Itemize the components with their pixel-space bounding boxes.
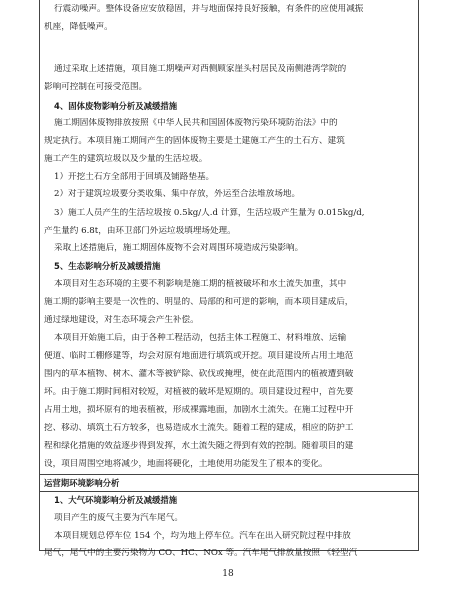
table-row-divider [40,491,418,492]
text-line: 程和绿化措施的效益逐步得到发挥，水土流失随之得到有效的控制。随着项目的建 [44,441,354,451]
text-line: 施工期的影响主要是一次性的、明显的、局部的和可逆的影响，而本项目建成后， [44,297,354,307]
text-line: 本项目规划总停车位 154 个，均为地上停车位。汽车在出入研究院过程中排放 [54,531,351,541]
text-line: 产生量约 6.8t，由环卫部门外运垃圾填埋场处理。 [44,226,236,236]
text-line: 便道、临时工棚修建等，均会对原有地面进行填筑或开挖。项目建设所占用土地范 [44,351,354,361]
document-table-frame [39,0,419,558]
text-line: 3）施工人员产生的生活垃圾按 0.5kg/人.d 计算，生活垃圾产生量为 0.015kg/d, [54,208,365,218]
section-heading: 1、大气环境影响分析及减缓措施 [54,495,178,505]
text-line: 行震动噪声。整体设备应安放稳固，并与地面保持良好接触，有条件的应使用减振 [54,4,364,14]
text-line: 2）对于建筑垃圾要分类收集、集中存放，外运至合法堆放场地。 [54,189,301,199]
section-heading: 运营期环境影响分析 [44,478,120,488]
text-line: 机座，降低噪声。 [44,22,113,32]
text-line: 本项目对生态环境的主要不利影响是施工期的植被破坏和水土流失加重，其中 [54,279,347,289]
text-line: 施工期固体废物排放按照《中华人民共和国固体废物污染环境防治法》中的 [54,118,338,128]
text-line: 规定执行。本项目施工期间产生的固体废物主要是土建施工产生的土石方、建筑 [44,136,345,146]
text-line: 设，项目周围空地将减少，地面将硬化，土地使用功能发生了根本的变化。 [44,459,328,469]
text-line: 挖、移动、填筑土石方较多，也易造成水土流失。随着工程的建成，相应的防护工 [44,423,354,433]
text-line: 通过绿地建设，对生态环境会产生补偿。 [44,315,199,325]
text-line: 本项目开始施工后，由于各种工程活动，包括主体工程施工、材料堆放、运输 [54,333,347,343]
section-heading: 4、固体废物影响分析及减缓措施 [54,101,178,111]
text-line: 坏。由于施工期时间相对较短，对植被的破坏是短期的。项目建设过程中，首先要 [44,387,354,397]
text-line: 施工产生的建筑垃圾以及少量的生活垃圾。 [44,154,208,164]
text-line: 采取上述措施后，施工期固体废物不会对周围环境造成污染影响。 [54,243,304,253]
text-line: 1）开挖土石方全部用于回填及铺路垫基。 [54,172,215,182]
text-line: 尾气，尾气中的主要污染物为 CO、HC、NOx 等。汽车尾气排放量按照 《轻型汽 [44,548,358,558]
text-line: 围内的草本植物、树木、灌木等被铲除、砍伐或掩埋，使在此范围内的植被遭到破 [44,369,354,379]
text-line: 影响可控制在可接受范围。 [44,82,148,92]
text-line: 占用土地，损坏原有的地表植被，形成裸露地面，加剧水土流失。在施工过程中开 [44,405,354,415]
table-row-divider [40,474,418,475]
section-heading: 5、生态影响分析及减缓措施 [54,261,161,271]
text-line: 项目产生的废气主要为汽车尾气。 [54,513,183,523]
page-number: 18 [222,569,234,579]
text-line: 通过采取上述措施，项目施工期噪声对西侧顾家崖头村居民及南侧港湾学院的 [54,64,347,74]
